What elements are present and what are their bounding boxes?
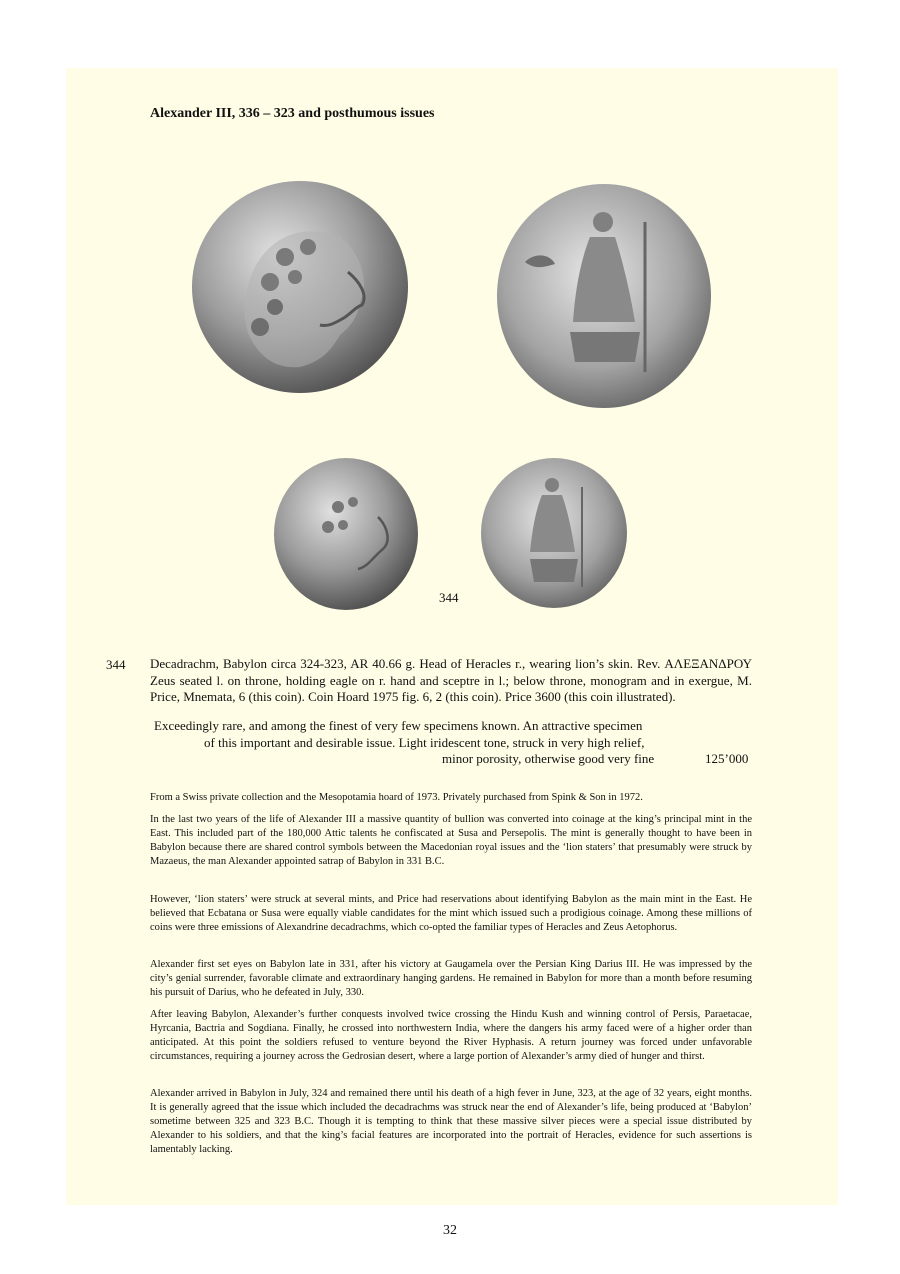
lot-description: Decadrachm, Babylon circa 324-323, AR 40.66 g. Head of Heracles r., wearing lion’s skin. Rev. ΑΛΕΞΑΝΔΡΟΥ Zeus seated l. on throne, holding eagle on r. hand and sceptre in l.; below throne, monogram and in exergue, M. Price, Mnemata, 6 (this coin). Coin Hoard 1975 fig. 6, 2 (this coin). Price 3600 (this coin illustrated). [150, 656, 752, 704]
lot-number: 344 [106, 657, 126, 672]
history-paragraph-2 [150, 893, 752, 935]
paragraph: However, ‘lion staters’ were struck at several mints, and Price had reservations about identifying Babylon as the main mint in the East. He believed that Ecbatana or Susa were equally viable candidates for the mint which issued such a prodigious coinage. Among these millions of coins were three emissions of Alexandrine decadrachms, which co-opted the familiar types of Heracles and Zeus Aetophorus. [150, 894, 752, 933]
paragraph: After leaving Babylon, Alexander’s further conquests involved twice crossing the Hindu Kush and winning control of Persis, Paraetacae, Hyrcania, Bactria and Sogdiana. Finally, he crossed into northwestern India, where the dangers his army faced were of a higher order than anticipated. At this point the soldiers refused to venture beyond the River Hyphasis. A return journey was forced under unfavorable circumstances, requiring a journey across the Gedrosian desert, where a large portion of Alexander’s army died of hunger and thirst. [150, 1009, 752, 1062]
figure-caption: 344 [439, 590, 459, 605]
lot-estimate: 125’000 [705, 751, 749, 766]
coin-obverse-large [190, 177, 410, 397]
coin-obverse-small [273, 457, 419, 611]
history-paragraph-1 [150, 813, 752, 869]
condition-line-2: of this important and desirable issue. Light iridescent tone, struck in very high relief, [204, 735, 645, 750]
history-paragraph-3 [150, 958, 752, 1000]
history-paragraph-5 [150, 1087, 752, 1157]
condition-line-3: minor porosity, otherwise good very fine [442, 751, 655, 766]
paragraph: Alexander arrived in Babylon in July, 324 and remained there until his death of a high fever in June, 323, at the age of 32 years, eight months. It is generally agreed that the issue which included the decadrachms was struck near the end of Alexander’s life, being produced at ‘Babylon’ sometime between 325 and 323 B.C. Though it is tempting to think that these massive silver pieces were a special issue distributed by Alexander to his soldiers, and that the king’s facial features are incorporated into the portrait of Heracles, evidence for such assertions is lamentably lacking. [150, 1088, 752, 1155]
page-number: 32 [443, 1223, 457, 1238]
paragraph: In the last two years of the life of Alexander III a massive quantity of bullion was converted into coinage at the king’s principal mint in the East. This included part of the 180,000 Attic talents he confiscated at Susa and Persepolis. The mint is generally thought to have been in Babylon because there are shared control symbols between the Macedonian royal issues and the ‘lion staters’ that presumably were struck by Mazaeus, the man Alexander appointed satrap of Babylon in 331 B.C. [150, 814, 752, 867]
page-heading: Alexander III, 336 – 323 and posthumous issues [150, 106, 435, 121]
coin-reverse-small [480, 457, 628, 609]
paragraph: From a Swiss private collection and the Mesopotamia hoard of 1973. Privately purchased from Spink & Son in 1972. [150, 792, 643, 803]
history-paragraph-4 [150, 1008, 752, 1064]
paragraph: Alexander first set eyes on Babylon late in 331, after his victory at Gaugamela over the Persian King Darius III. He was impressed by the city’s genial surrender, favorable climate and extraordinary hanging gardens. He remained in Babylon for more than a month before resuming his pursuit of Darius, who he defeated in July, 330. [150, 959, 752, 998]
coin-reverse-large [495, 182, 713, 410]
condition-line-1: Exceedingly rare, and among the finest of very few specimens known. An attractive specimen [154, 718, 643, 733]
provenance-paragraph [150, 791, 752, 805]
